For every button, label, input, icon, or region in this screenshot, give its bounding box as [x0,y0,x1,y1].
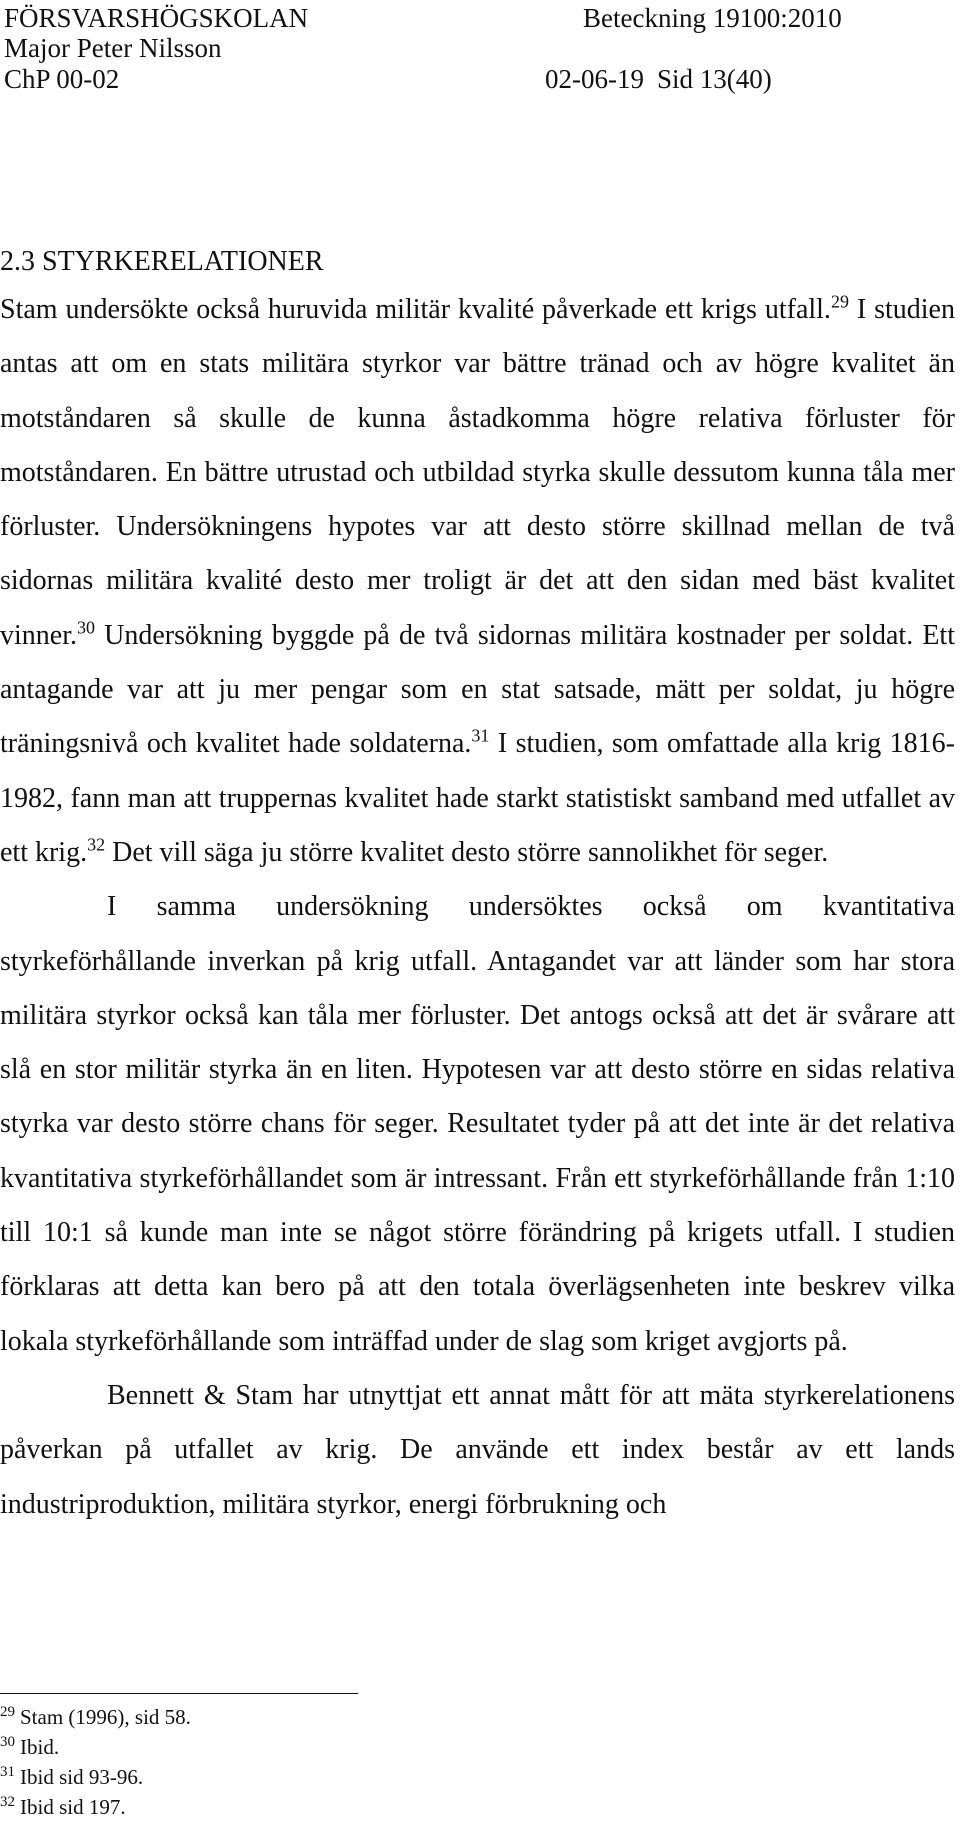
footnotes [0,1702,191,1822]
course-code: ChP 00-02 [4,64,120,94]
footnote-ref-29[interactable]: 29 [830,291,849,312]
page-number: Sid 13(40) [657,64,772,94]
section-heading: 2.3 STYRKERELATIONER [0,246,324,277]
footnote-29 [0,1702,191,1732]
author-name: Major Peter Nilsson [4,33,222,63]
institution-name: FÖRSVARSHÖGSKOLAN [4,3,309,33]
footnote-text: Ibid. [20,1735,60,1759]
p1-text-1: Stam undersökte också huruvida militär kvalité påverkade ett krigs utfall. [0,294,831,325]
footnote-ref-32[interactable]: 32 [87,834,106,855]
header-row-3 [0,61,960,97]
footnote-number: 31 [0,1764,15,1780]
p1-text-5: Det vill säga ju större kvalitet desto större sannolikhet för seger. [105,836,829,868]
footnote-31 [0,1762,191,1792]
footnote-text: Ibid sid 197. [20,1795,126,1819]
footnote-32 [0,1792,191,1822]
footnote-number: 29 [0,1704,15,1720]
paragraph-2: I samma undersökning undersöktes också om kvantitativa styrkeförhållande inverkan på krig utfall. Antagandet var att länder som har stora militära styrkor också kan tåla mer förluster. Det antogs också att det är svårare att slå en stor militär styrka än en liten. Hypotesen var att desto större en sidas relativa styrka var desto större chans för seger. Resultatet tyder på att det inte är det relativa kvantitativa styrkeförhållandet som är intressant. Från ett styrkeförhållande från 1:10 till 10:1 så kunde man inte se något större förändring på krigets utfall. I studien förklaras att detta kan bero på att den totala överlägsenheten inte beskrev vilka lokala styrkeförhållande som inträffad under de slag som kriget avgjorts på. [0,891,955,1357]
p1-text-2: I studien antas att om en stats militära styrkor var bättre tränad och av högre kvalitet än motståndaren så skulle de kunna åstadkomma högre relativa förluster för motståndaren. En bättre utrustad och utbildad styrka skulle dessutom kunna tåla mer förluster. Undersökningens hypotes var att desto större skillnad mellan de två sidornas militära kvalité desto mer troligt är det att den sidan med bäst kvalitet vinner. [0,294,955,651]
p1-text-3: Undersökning byggde på de två sidornas militära kostnader per soldat. Ett antagande var att ju mer pengar som en stat satsade, mätt per soldat, ju högre träningsnivå och kvalitet hade soldaterna. [0,619,955,760]
footnote-separator [0,1693,358,1694]
page-header [0,0,960,120]
paragraph-3: Bennett & Stam har utnyttjat ett annat mått för att mäta styrkerelationens påverkan på utfallet av krig. De använde ett index består av ett lands industriproduktion, militära styrkor, energi förbrukning och [0,1379,955,1520]
footnote-text: Ibid sid 93-96. [20,1765,144,1789]
footnote-ref-30[interactable]: 30 [77,617,95,638]
p1-text-4: I studien, som omfattade alla krig 1816-1982, fann man att truppernas kvalitet hade starkt statistiskt samband med utfallet av ett krig. [0,728,955,868]
document-date: 02-06-19 [545,64,644,94]
footnote-30 [0,1732,191,1762]
paragraph-1 [0,283,955,880]
footnote-ref-31[interactable]: 31 [471,726,490,747]
document-reference: Beteckning 19100:2010 [583,3,842,33]
footnote-number: 32 [0,1794,15,1810]
footnote-text: Stam (1996), sid 58. [20,1705,191,1729]
footnote-number: 30 [0,1734,15,1750]
body-text [0,283,955,1532]
